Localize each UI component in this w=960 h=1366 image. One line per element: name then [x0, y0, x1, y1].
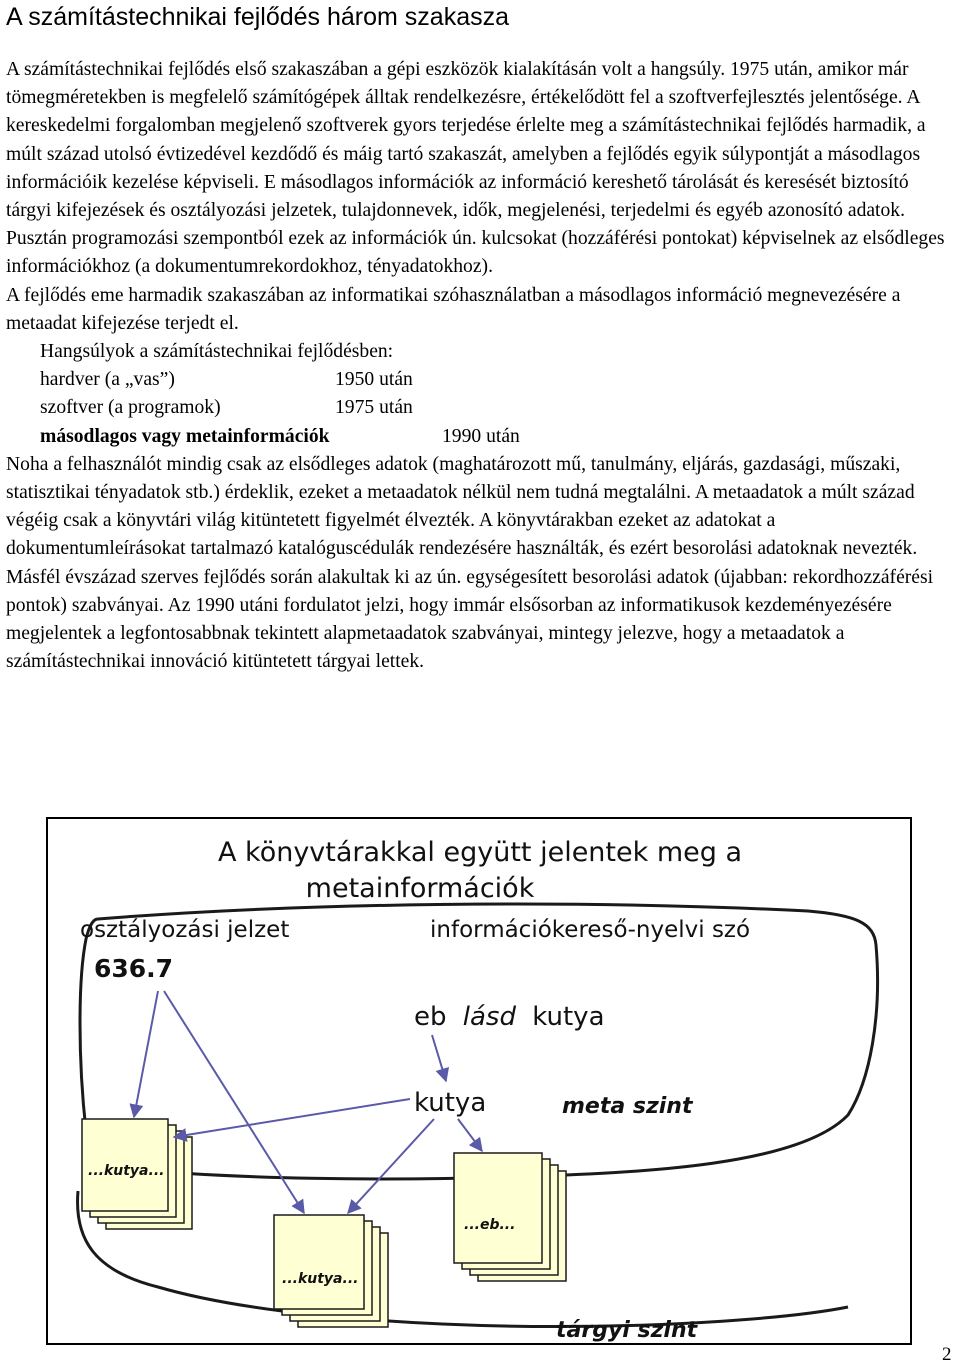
document-stack-kutya-2 [274, 1215, 388, 1327]
emphasis-label: szoftver (a programok) [40, 397, 221, 419]
emphasis-label: hardver (a „vas”) [40, 369, 175, 391]
page-number: 2 [942, 1344, 952, 1365]
kutya-word: kutya [532, 1002, 605, 1032]
document-text: ...kutya... [282, 1271, 359, 1287]
paragraph-2: A fejlődés eme harmadik szakaszában az informatikai szóhasználatban a másodlagos információ megnevezésére a metaadat kifejezése terjedt el. [6, 284, 901, 334]
figure-title-line2: metainformációk [305, 873, 535, 904]
meta-level-label: meta szint [562, 1094, 693, 1119]
eb-lasd-kutya-label [414, 1002, 605, 1032]
arrow-kutya-to-doc1 [174, 1099, 410, 1137]
document-text: ...kutya... [88, 1163, 165, 1179]
body-text [6, 56, 956, 676]
classification-label: osztályozási jelzet [80, 917, 290, 943]
page-title: A számítástechnikai fejlődés három szakasza [6, 3, 510, 31]
classification-value: 636.7 [94, 954, 174, 983]
figure-diagram [48, 819, 910, 1343]
kutya-center-label: kutya [414, 1088, 487, 1118]
object-level-label: tárgyi szint [556, 1318, 698, 1343]
document-stack-eb [454, 1153, 566, 1281]
emphasis-row-hardware [6, 366, 956, 394]
paragraph-3: Noha a felhasználót mindig csak az elsődleges adatok (maghatározott mű, tanulmány, eljárás, gazdasági, műszaki, statisztikai tényadatok stb.) érdeklik, ezeket a metaadatok nélkül nem tudná megtalálni. A metaadatok a múlt század végéig csak a könyvtári világ kitüntetett figyelmét élvezték. A könyvtárakban ezeket az adatokat a dokumentumleírásokat tartalmazó katalóguscédulák rendezésére használták, és ezért besorolási adatoknak nevezték. Másfél évszázad szerves fejlődés során alakultak ki az ún. egységesített besorolási adatok (újabban: rekordhozzáférési pontok) szabványai. Az 1990 utáni fordulatot jelzi, hogy immár elsősorban az informatikusok kezdeményezésére megjelentek a legfontosabbnak tekintett alapmetaadatok szabványai, mintegy jelezve, hogy a metaadatok a számítástechnikai innováció kitüntetett tárgyai lettek. [6, 453, 934, 673]
lasd-word: lásd [462, 1002, 516, 1032]
arrow-kutya-to-doc3 [458, 1119, 482, 1151]
emphasis-row-software [6, 394, 956, 422]
arrow-eb-to-kutya [432, 1035, 446, 1081]
metainformation-figure [46, 817, 912, 1345]
emphasis-year: 1950 után [335, 369, 413, 391]
figure-title-line1: A könyvtárakkal együtt jelentek meg a [217, 837, 743, 868]
document-text: ...eb... [464, 1217, 516, 1233]
meta-level-outline [80, 904, 878, 1179]
emphasis-year: 1990 után [442, 425, 520, 447]
document-stack-kutya-1 [82, 1119, 192, 1229]
emphasis-label: másodlagos vagy metainformációk [40, 425, 330, 447]
emphasis-year: 1975 után [335, 397, 413, 419]
arrow-class-to-doc1 [134, 991, 158, 1117]
arrow-kutya-to-doc2 [348, 1119, 434, 1213]
emphasis-row-metainfo [6, 423, 956, 451]
emphasis-heading: Hangsúlyok a számítástechnikai fejlődésben: [40, 341, 394, 363]
paragraph-1: A számítástechnikai fejlődés első szakaszában a gépi eszközök kialakításán volt a hangsúly. 1975 után, amikor már tömegméretekben is megfelelő számítógépek álltak rendelkezésre, értékelődött fel a szoftverfejlesztés jelentősége. A kereskedelmi forgalomban megjelenő szoftverek gyors terjedése érlelte meg a számítástechnikai fejlődés harmadik, a múlt század utolsó évtizedével kezdődő és máig tartó szakaszát, amelyben a fejlődés egyik súlypontját a másodlagos információik kezelése képviseli. E másodlagos információk az információ kereshető tárolását és keresését biztosító tárgyi kifejezések és osztályozási jelzetek, tulajdonnevek, idők, megjelenési, terjedelmi és egyéb azonosító adatok. Pusztán programozási szempontból ezek az információk ún. kulcsokat (hozzáférési pontokat) képviselnek az elsődleges információkhoz (a dokumentumrekordokhoz, tényadatokhoz). [6, 59, 945, 278]
query-language-label: információkereső-nyelvi szó [430, 917, 751, 943]
eb-word: eb [414, 1002, 447, 1032]
